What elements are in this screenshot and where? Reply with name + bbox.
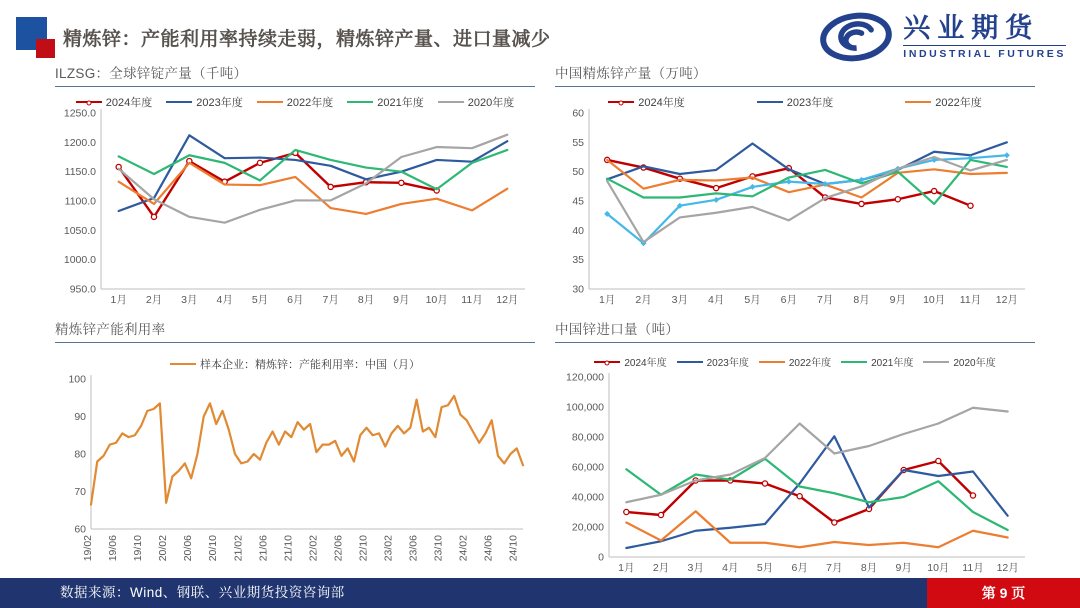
panel-capacity-utilization [55, 318, 535, 588]
legend-label: 2023年度 [786, 97, 834, 109]
legend-label: 2020年度 [467, 97, 515, 109]
svg-text:24/10: 24/10 [507, 535, 520, 562]
legend-swatch-icon [438, 101, 464, 103]
svg-text:60: 60 [572, 107, 584, 120]
svg-text:80: 80 [74, 448, 86, 461]
legend-item [759, 354, 831, 369]
svg-text:12月: 12月 [995, 294, 1018, 306]
svg-text:23/10: 23/10 [432, 535, 445, 562]
legend-swatch-icon [347, 101, 373, 103]
svg-text:7月: 7月 [826, 562, 843, 574]
page-title: 精炼锌：产能利用率持续走弱，精炼锌产量、进口量减少 [63, 29, 551, 50]
svg-text:55: 55 [572, 136, 584, 149]
svg-text:20,000: 20,000 [571, 521, 604, 534]
legend-item [905, 94, 981, 110]
svg-text:1月: 1月 [110, 294, 127, 306]
svg-text:1月: 1月 [618, 562, 635, 574]
svg-text:1250.0: 1250.0 [63, 107, 96, 120]
svg-text:80,000: 80,000 [571, 431, 604, 444]
svg-text:50: 50 [572, 166, 584, 179]
legend-label: 2024年度 [638, 97, 685, 109]
svg-text:24/06: 24/06 [482, 535, 495, 562]
svg-text:60,000: 60,000 [571, 461, 604, 474]
chart-title: 精炼锌产能利用率 [55, 318, 535, 343]
chart-canvas [555, 89, 1035, 311]
svg-text:40,000: 40,000 [571, 491, 604, 504]
svg-text:90: 90 [74, 411, 86, 423]
legend-item [438, 94, 514, 110]
svg-text:5月: 5月 [744, 294, 761, 306]
svg-text:40: 40 [572, 224, 584, 237]
data-source-text: 数据来源：Wind、钢联、兴业期货投资咨询部 [60, 585, 345, 600]
svg-text:3月: 3月 [671, 294, 689, 306]
svg-text:120,000: 120,000 [566, 371, 604, 384]
svg-text:23/02: 23/02 [382, 535, 395, 562]
svg-text:21/10: 21/10 [282, 535, 295, 562]
chart-title: ILZSG：全球锌锭产量（千吨） [55, 62, 535, 87]
legend-swatch-icon [757, 101, 783, 103]
svg-text:12月: 12月 [996, 562, 1019, 574]
svg-text:21/06: 21/06 [257, 535, 270, 562]
legend-item [166, 94, 242, 110]
legend-swatch-icon [257, 101, 283, 103]
svg-text:5月: 5月 [756, 562, 774, 574]
svg-text:5月: 5月 [251, 294, 269, 306]
svg-text:23/06: 23/06 [407, 535, 420, 562]
logo-swirl-icon [819, 12, 893, 62]
legend-label: 2022年度 [788, 358, 832, 369]
legend-label: 2023年度 [196, 97, 243, 109]
page-number-badge: 第 9 页 [927, 578, 1080, 608]
svg-text:1000.0: 1000.0 [63, 254, 96, 267]
company-logo [819, 12, 1066, 62]
svg-text:11月: 11月 [962, 562, 984, 574]
chart-legend [55, 94, 535, 110]
svg-text:20/06: 20/06 [182, 535, 195, 562]
brand-name-en: INDUSTRIAL FUTURES [903, 45, 1066, 60]
svg-text:45: 45 [572, 195, 584, 208]
svg-text:100,000: 100,000 [566, 401, 604, 414]
legend-label: 2024年度 [105, 97, 153, 109]
svg-text:3月: 3月 [181, 294, 198, 306]
panel-china-refined-zinc-output [555, 62, 1035, 316]
svg-text:22/06: 22/06 [332, 535, 345, 562]
legend-label: 2022年度 [286, 97, 334, 109]
legend-label: 2020年度 [953, 358, 996, 369]
svg-text:35: 35 [572, 254, 584, 267]
svg-text:1050.0: 1050.0 [63, 224, 96, 237]
legend-swatch-icon [594, 361, 620, 363]
svg-text:100: 100 [68, 373, 86, 386]
svg-text:2月: 2月 [635, 294, 652, 306]
legend-swatch-icon [759, 361, 785, 363]
chart-canvas [55, 345, 535, 583]
chart-china-zinc-imports [555, 345, 1035, 588]
legend-swatch-icon [170, 363, 196, 365]
legend-swatch-icon [677, 361, 703, 363]
svg-text:8月: 8月 [357, 294, 375, 306]
footer-bar [0, 578, 1080, 608]
legend-item [841, 354, 913, 369]
chart-canvas [55, 89, 535, 311]
svg-text:22/02: 22/02 [307, 535, 320, 562]
svg-text:6月: 6月 [287, 294, 304, 306]
legend-swatch-icon [76, 101, 102, 103]
svg-text:19/10: 19/10 [132, 535, 145, 562]
svg-text:2月: 2月 [652, 562, 670, 574]
svg-text:2月: 2月 [145, 294, 163, 306]
svg-text:11月: 11月 [959, 294, 982, 306]
chart-china-refined-zinc-output [555, 89, 1035, 316]
legend-label: 2022年度 [935, 97, 982, 109]
svg-text:9月: 9月 [393, 294, 410, 306]
legend-label: 2021年度 [871, 358, 914, 369]
deco-red-square [36, 39, 55, 58]
svg-text:7月: 7月 [816, 294, 834, 306]
svg-text:20/02: 20/02 [157, 535, 170, 562]
chart-legend [55, 356, 535, 372]
svg-text:19/06: 19/06 [107, 535, 120, 562]
chart-capacity-utilization [55, 345, 535, 588]
svg-text:8月: 8月 [860, 562, 878, 574]
svg-text:6月: 6月 [791, 562, 808, 574]
legend-item [170, 356, 420, 372]
legend-swatch-icon [923, 361, 949, 363]
legend-label: 2021年度 [377, 97, 424, 109]
svg-text:10月: 10月 [923, 294, 946, 306]
legend-item [677, 354, 749, 369]
legend-swatch-icon [608, 101, 634, 103]
legend-item [76, 94, 152, 110]
brand-name-cn: 兴业期货 [903, 13, 1040, 44]
chart-title: 中国锌进口量（吨） [555, 318, 1035, 343]
svg-text:22/10: 22/10 [357, 535, 370, 562]
svg-text:0: 0 [598, 551, 604, 564]
chart-canvas [555, 345, 1035, 583]
panel-china-zinc-imports [555, 318, 1035, 588]
legend-item [757, 94, 833, 110]
legend-label: 样本企业：精炼锌：产能利用率：中国（月） [200, 359, 420, 371]
svg-text:950.0: 950.0 [69, 283, 96, 296]
svg-text:12月: 12月 [496, 294, 519, 306]
svg-text:30: 30 [572, 283, 584, 296]
legend-label: 2023年度 [706, 358, 749, 369]
svg-text:1100.0: 1100.0 [64, 195, 96, 208]
legend-swatch-icon [841, 361, 867, 363]
legend-swatch-icon [905, 101, 931, 103]
chart-legend [555, 354, 1035, 369]
legend-swatch-icon [166, 101, 192, 103]
svg-text:8月: 8月 [853, 294, 870, 306]
chart-title: 中国精炼锌产量（万吨） [555, 62, 1035, 87]
svg-text:1150.0: 1150.0 [64, 166, 96, 179]
svg-text:4月: 4月 [216, 294, 233, 306]
panel-global-zinc-output [55, 62, 535, 316]
svg-text:70: 70 [74, 486, 86, 498]
svg-text:4月: 4月 [722, 562, 739, 574]
legend-item [923, 354, 995, 369]
svg-text:1月: 1月 [598, 294, 616, 306]
svg-text:19/02: 19/02 [82, 535, 94, 562]
svg-text:6月: 6月 [780, 294, 798, 306]
svg-text:7月: 7月 [322, 294, 339, 306]
legend-label: 2024年度 [624, 358, 667, 369]
svg-text:1200.0: 1200.0 [63, 136, 96, 149]
svg-text:4月: 4月 [707, 294, 725, 306]
svg-text:3月: 3月 [687, 562, 704, 574]
legend-item [594, 354, 666, 369]
svg-text:20/10: 20/10 [207, 535, 220, 562]
svg-text:21/02: 21/02 [232, 535, 245, 562]
svg-text:60: 60 [74, 523, 86, 536]
svg-text:10月: 10月 [927, 562, 950, 574]
svg-text:9月: 9月 [895, 562, 912, 574]
legend-item [608, 94, 684, 110]
svg-text:9月: 9月 [889, 294, 907, 306]
legend-item [347, 94, 423, 110]
svg-text:10月: 10月 [425, 294, 448, 306]
svg-text:11月: 11月 [461, 294, 483, 306]
svg-text:24/02: 24/02 [457, 535, 470, 562]
legend-item [257, 94, 333, 110]
chart-global-zinc-output [55, 89, 535, 316]
chart-legend [555, 94, 1035, 110]
